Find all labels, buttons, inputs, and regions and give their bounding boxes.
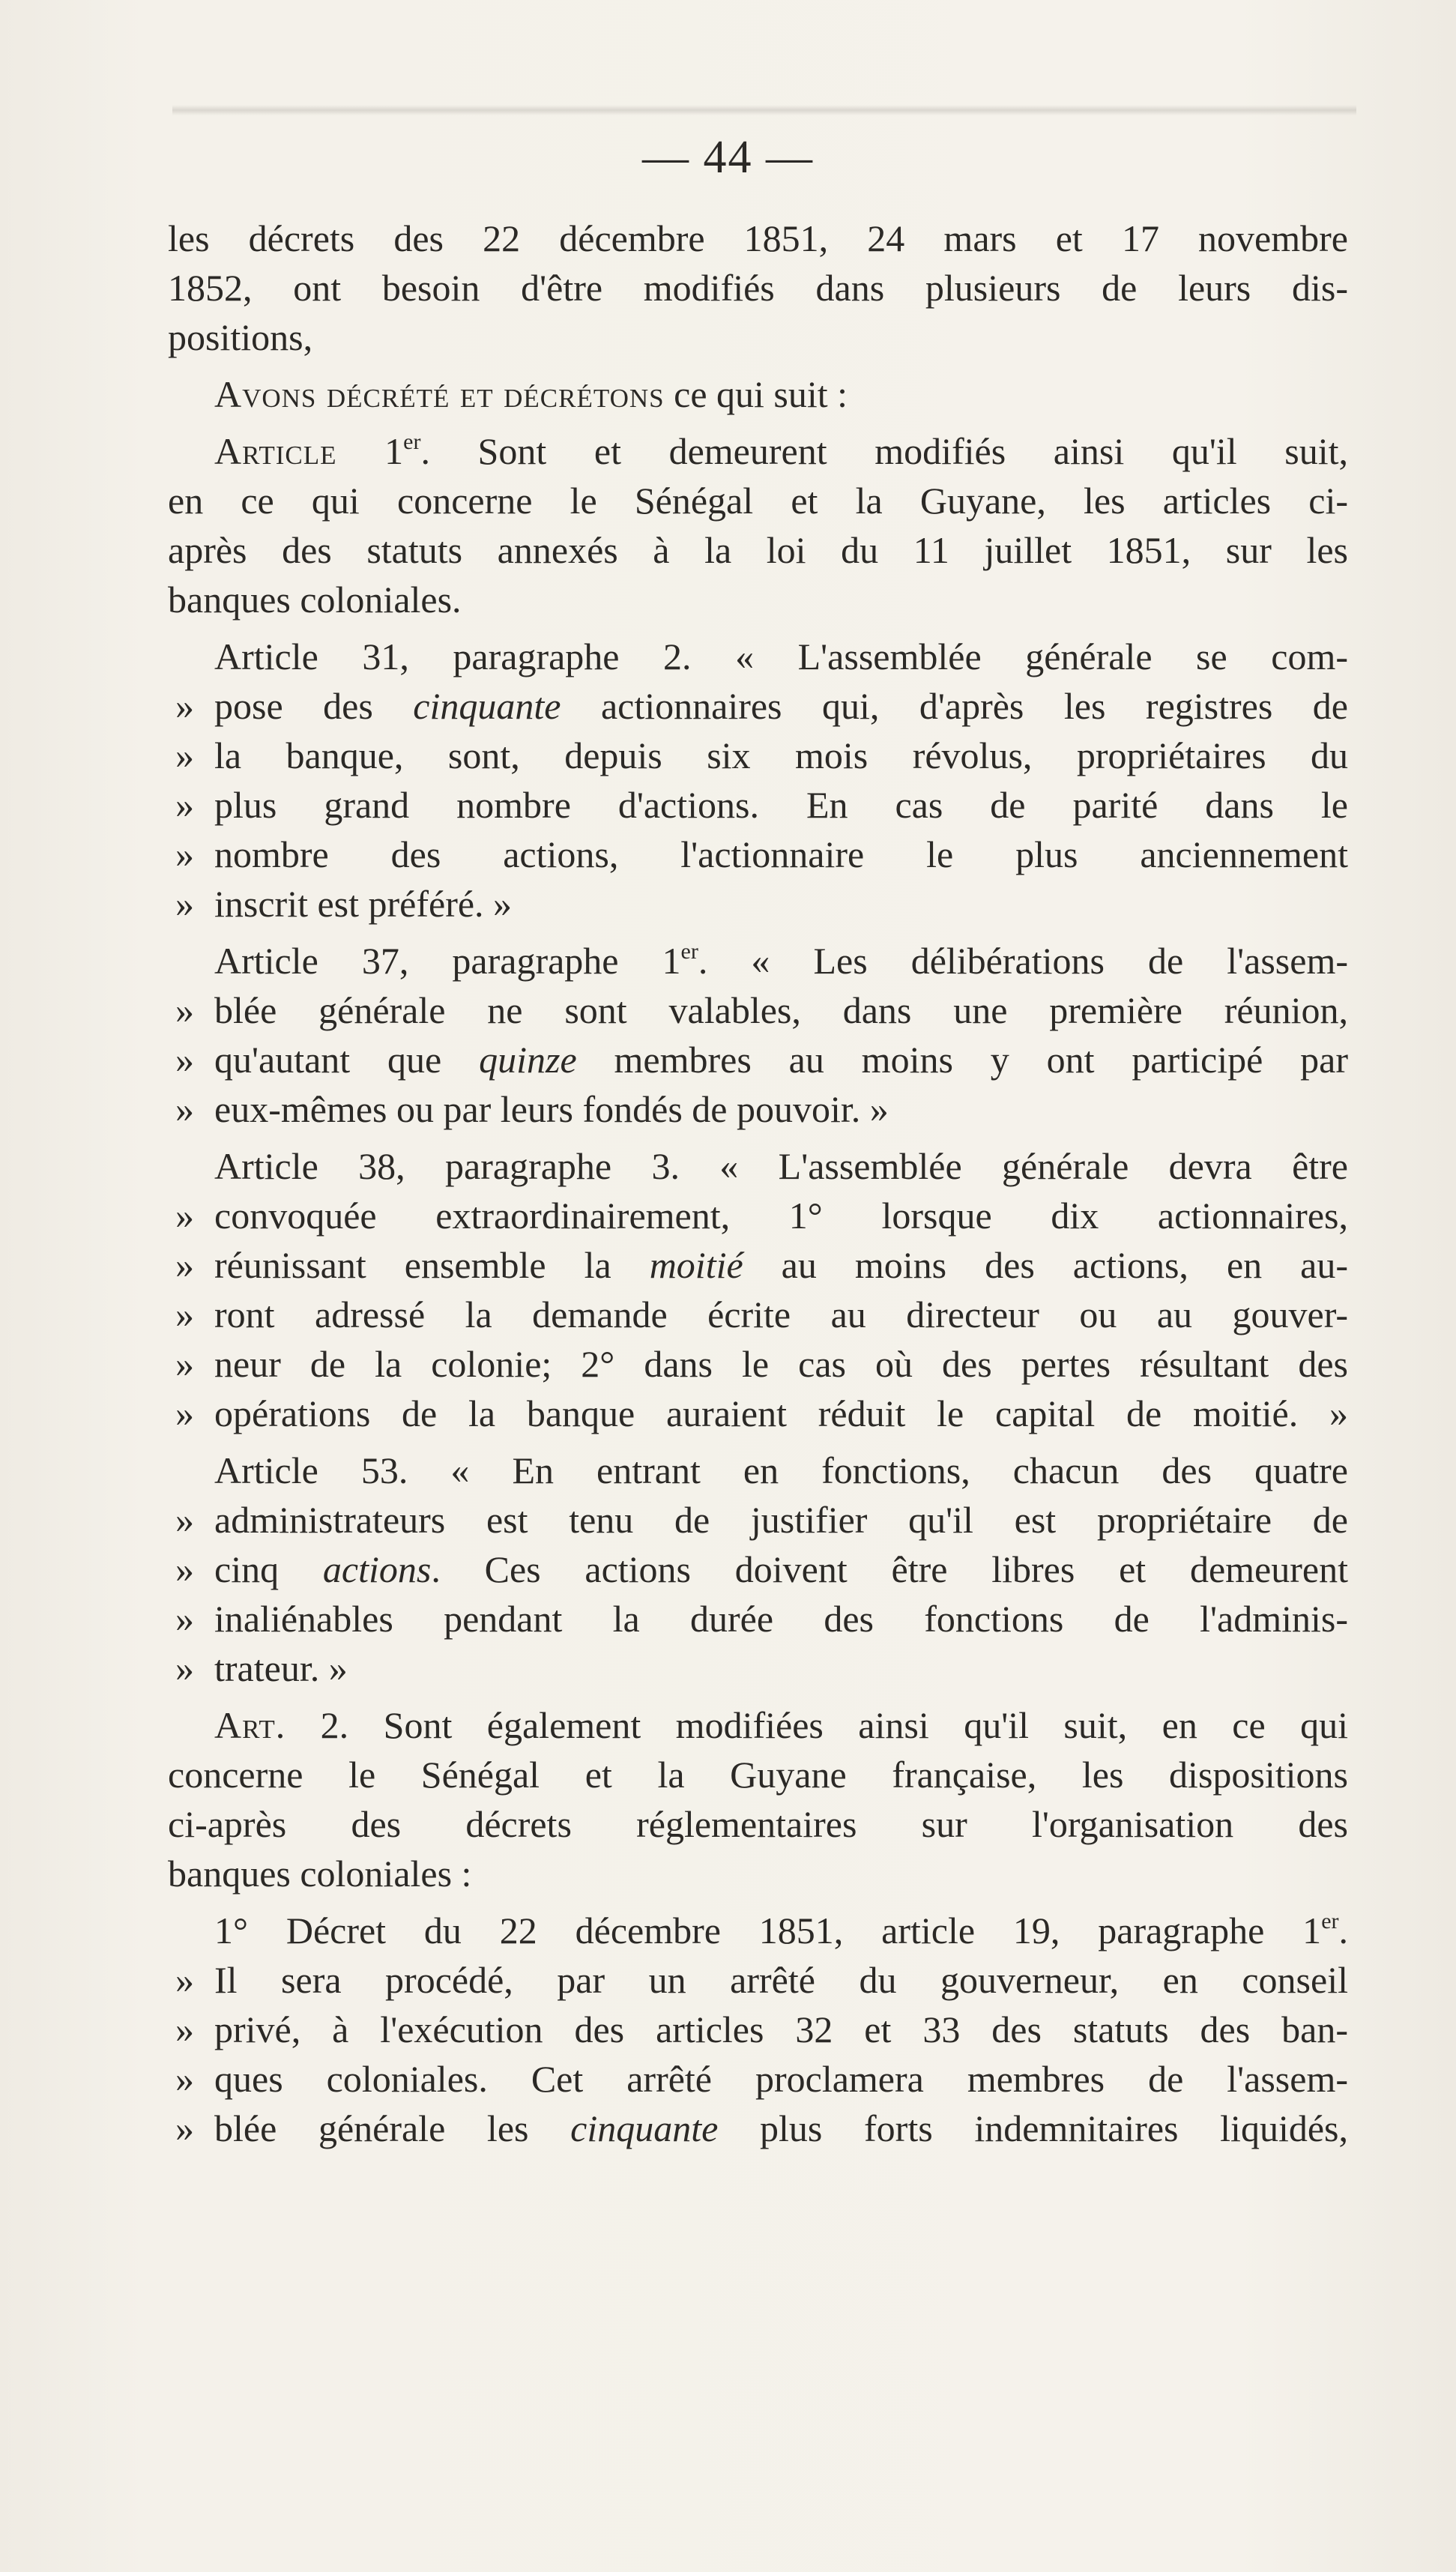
statute-article-31: Article 31, paragraphe 2. « L'assemblée générale se com- xyxy=(214,636,1348,677)
quoted-line: » ront adressé la demande écrite au directeur ou au gouver- xyxy=(175,1293,1348,1335)
quoted-line: » inaliénables pendant la durée des fonctions de l'adminis- xyxy=(175,1598,1348,1640)
body-text xyxy=(168,214,1348,2153)
quoted-line: » Il sera procédé, par un arrêté du gouverneur, en conseil xyxy=(175,1959,1348,2001)
quoted-line: » administrateurs est tenu de justifier qu'il est propriétaire de xyxy=(175,1499,1348,1541)
text-line: concerne le Sénégal et la Guyane française, les dispositions xyxy=(168,1754,1348,1796)
text-line: après des statuts annexés à la loi du 11 juillet 1851, sur les xyxy=(168,529,1348,571)
quoted-line: » cinq actions. Ces actions doivent être libres et demeurent xyxy=(175,1548,1348,1590)
text-line: positions, xyxy=(168,316,313,358)
quoted-line: » inscrit est préféré. » xyxy=(175,883,513,925)
article-2-heading: Art. 2. Sont également modifiées ainsi qu'il suit, en ce qui xyxy=(214,1704,1348,1746)
quoted-line: » blée générale les cinquante plus forts indemnitaires liquidés, xyxy=(175,2107,1348,2149)
decree-1851-article-19: 1° Décret du 22 décembre 1851, article 19, paragraphe 1er. xyxy=(214,1909,1348,1951)
quoted-line: » qu'autant que quinze membres au moins y ont participé par xyxy=(175,1039,1348,1081)
text-line: 1852, ont besoin d'être modifiés dans plusieurs de leurs dis- xyxy=(168,267,1348,309)
quoted-line: » privé, à l'exécution des articles 32 et 33 des statuts des ban- xyxy=(175,2008,1348,2050)
header-rule xyxy=(172,105,1356,115)
text-line: ci-après des décrets réglementaires sur l'organisation des xyxy=(168,1803,1348,1845)
quoted-line: » trateur. » xyxy=(175,1647,348,1689)
quoted-line: » ques coloniales. Cet arrêté proclamera membres de l'assem- xyxy=(175,2058,1348,2100)
text-line: banques coloniales : xyxy=(168,1853,472,1895)
quoted-line: » pose des cinquante actionnaires qui, d'après les registres de xyxy=(175,685,1348,727)
quoted-line: » blée générale ne sont valables, dans une première réunion, xyxy=(175,989,1348,1031)
page-number: — 44 — xyxy=(642,132,814,183)
statute-article-37: Article 37, paragraphe 1er. « Les délibérations de l'assem- xyxy=(214,939,1348,982)
text-line: banques coloniales. xyxy=(168,579,462,621)
statute-article-53: Article 53. « En entrant en fonctions, chacun des quatre xyxy=(214,1449,1348,1491)
text-line: les décrets des 22 décembre 1851, 24 mars et 17 novembre xyxy=(168,217,1348,259)
quoted-line: » la banque, sont, depuis six mois révolus, propriétaires du xyxy=(175,734,1348,776)
quoted-line: » neur de la colonie; 2° dans le cas où des pertes résultant des xyxy=(175,1343,1348,1385)
quoted-line: » réunissant ensemble la moitié au moins des actions, en au- xyxy=(175,1244,1349,1286)
text-line: en ce qui concerne le Sénégal et la Guyane, les articles ci- xyxy=(168,480,1348,522)
article-1-heading: Article 1er. Sont et demeurent modifiés ainsi qu'il suit, xyxy=(214,429,1348,472)
quoted-line: » plus grand nombre d'actions. En cas de parité dans le xyxy=(175,784,1348,826)
enacting-clause: Avons décrété et décrétons ce qui suit : xyxy=(214,373,848,415)
quoted-line: » convoquée extraordinairement, 1° lorsque dix actionnaires, xyxy=(175,1195,1348,1237)
statute-article-38: Article 38, paragraphe 3. « L'assemblée générale devra être xyxy=(214,1145,1348,1187)
quoted-line: » opérations de la banque auraient réduit le capital de moitié. » xyxy=(175,1392,1348,1434)
quoted-line: » eux-mêmes ou par leurs fondés de pouvoir. » xyxy=(175,1088,889,1130)
quoted-line: » nombre des actions, l'actionnaire le plus anciennement xyxy=(175,833,1348,875)
